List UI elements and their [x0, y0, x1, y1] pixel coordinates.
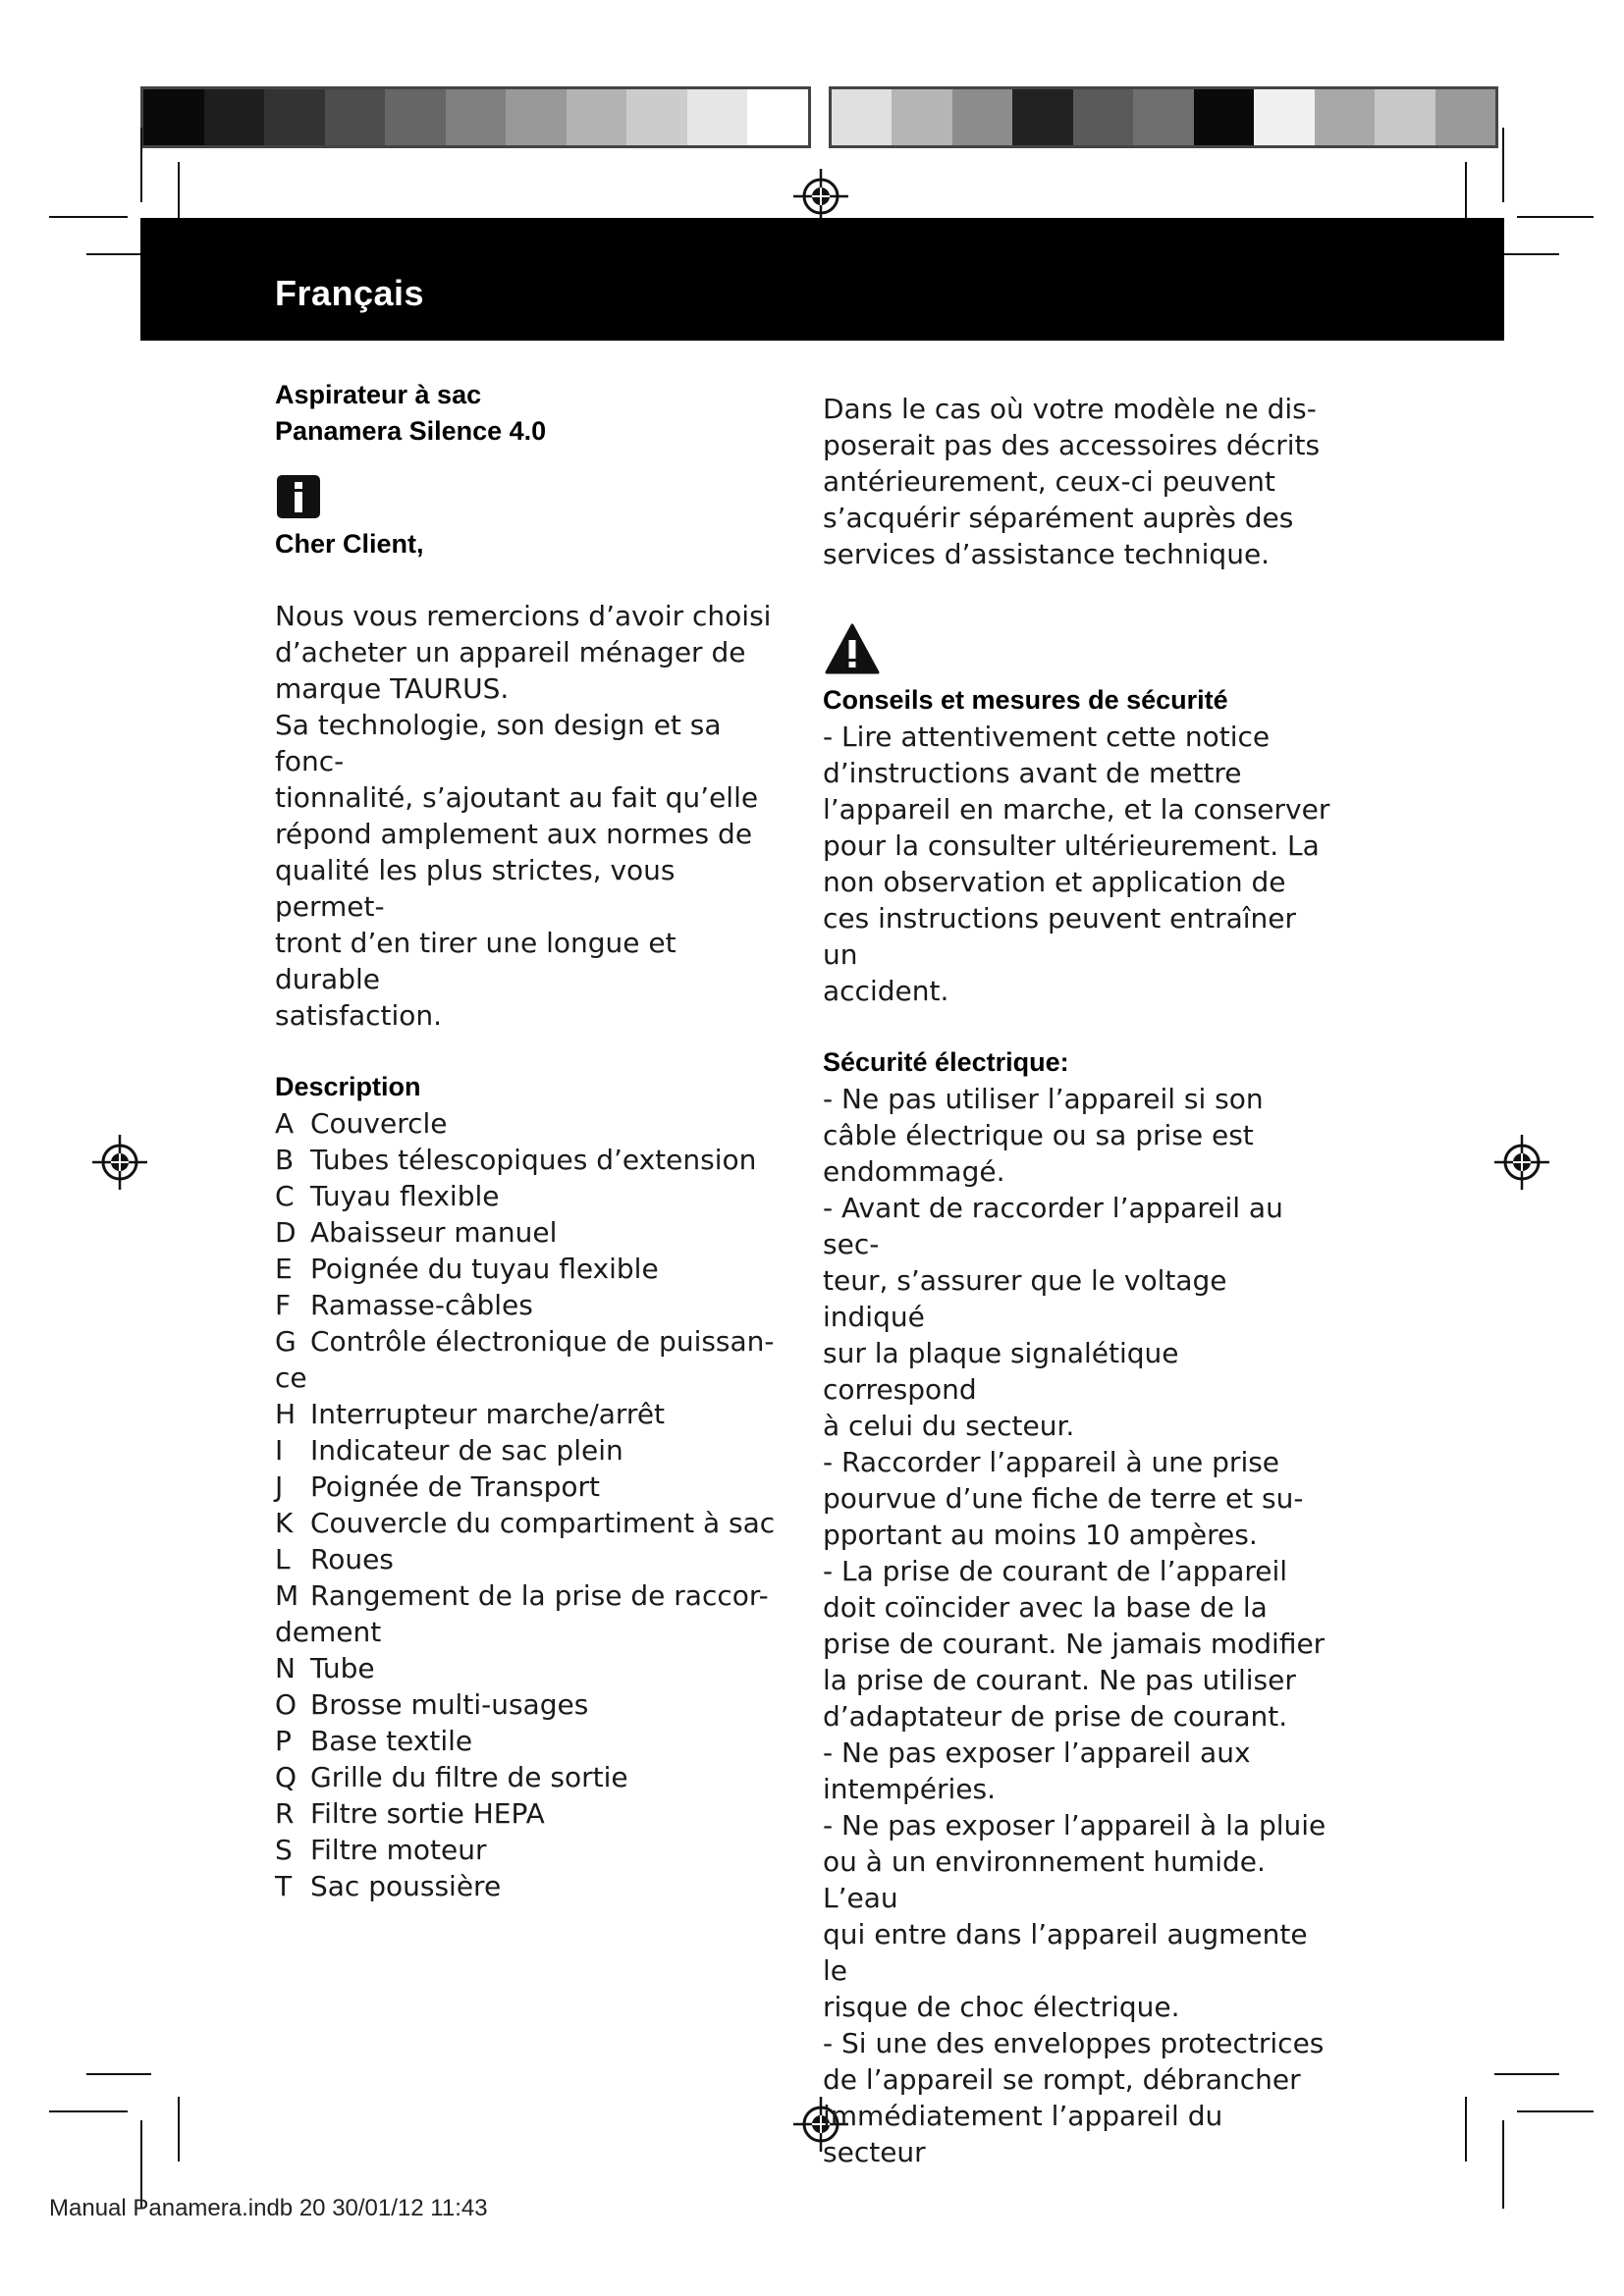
color-bar-right [829, 86, 1498, 148]
description-item-text: Filtre moteur [310, 1834, 487, 1866]
crop-mark [140, 128, 142, 202]
description-item-letter: R [275, 1797, 295, 1830]
description-item [275, 1105, 785, 1142]
description-item [275, 1614, 785, 1650]
description-item [275, 1541, 785, 1577]
color-swatch [204, 89, 265, 145]
electrical-safety-line: - Raccorder l’appareil à une prise [823, 1446, 1280, 1478]
description-item [275, 1396, 785, 1432]
description-item-letter: O [275, 1688, 298, 1721]
description-item-text: Base textile [310, 1725, 473, 1757]
description-item [275, 1323, 785, 1360]
color-swatch [1073, 89, 1133, 145]
accessories-note-line: antérieurement, ceux-ci peuvent [823, 465, 1275, 498]
description-item-text: Tube [310, 1652, 375, 1684]
crop-mark [1494, 2073, 1559, 2075]
accessories-note [823, 391, 1333, 572]
safety-text-line: d’instructions avant de mettre [823, 757, 1242, 789]
description-item [275, 1214, 785, 1251]
safety-text-line: ces instructions peuvent entraîner un [823, 902, 1297, 971]
description-item [275, 1178, 785, 1214]
color-swatch [892, 89, 951, 145]
description-item [275, 1868, 785, 1904]
electrical-safety-line: - Ne pas exposer l’appareil aux [823, 1736, 1251, 1769]
description-item-letter: S [275, 1834, 293, 1866]
registration-mark-icon [1494, 1135, 1549, 1190]
electrical-safety-line: - Ne pas utiliser l’appareil si son [823, 1083, 1264, 1115]
description-item-text: Contrôle électronique de puissan- [310, 1325, 775, 1358]
description-item-text: Tubes télescopiques d’extension [310, 1144, 757, 1176]
accessories-note-line: poserait pas des accessoires décrits [823, 429, 1321, 461]
right-column [823, 377, 1333, 2170]
safety-title: Conseils et mesures de sécurité [823, 685, 1228, 715]
description-item-letter: D [275, 1216, 297, 1249]
electrical-safety-line: de l’appareil se rompt, débrancher [823, 2063, 1301, 2096]
color-swatch [626, 89, 687, 145]
description-item-letter: L [275, 1543, 291, 1575]
description-item-letter: T [275, 1870, 293, 1902]
description-item [275, 1723, 785, 1759]
description-item [275, 1795, 785, 1832]
product-name-line2: Panamera Silence 4.0 [275, 416, 547, 446]
description-item-letter: H [275, 1398, 297, 1430]
electrical-safety-line: pportant au moins 10 ampères. [823, 1519, 1258, 1551]
safety-text-line: l’appareil en marche, et la conserver [823, 793, 1330, 826]
registration-mark-icon [793, 169, 848, 224]
color-swatch [1133, 89, 1193, 145]
crop-mark [49, 2110, 128, 2112]
description-item-text: Sac poussière [310, 1870, 502, 1902]
info-icon [275, 473, 322, 520]
left-column [275, 377, 785, 1904]
description-item-text: Roues [310, 1543, 394, 1575]
language-title: Français [275, 273, 425, 313]
description-item-text: dement [275, 1616, 382, 1648]
electrical-safety-line: d’adaptateur de prise de courant. [823, 1700, 1288, 1733]
electrical-safety-line: endommagé. [823, 1155, 1005, 1188]
safety-text-line: accident. [823, 975, 949, 1007]
electrical-safety-line: immédiatement l’appareil du secteur [823, 2100, 1223, 2168]
electrical-safety-line: - Si une des enveloppes protectrices [823, 2027, 1325, 2059]
description-item-letter: K [275, 1507, 294, 1539]
description-item-text: Indicateur de sac plein [310, 1434, 623, 1467]
safety-text-line: pour la consulter ultérieurement. La [823, 829, 1320, 862]
color-swatch [1375, 89, 1435, 145]
safety-text-line: non observation et application de [823, 866, 1286, 898]
description-item-letter: A [275, 1107, 295, 1140]
intro-text-line: qualité les plus strictes, vous permet- [275, 854, 676, 923]
electrical-safety-line: prise de courant. Ne jamais modifier [823, 1628, 1326, 1660]
color-swatch [385, 89, 446, 145]
color-swatch [325, 89, 386, 145]
electrical-safety-line: intempéries. [823, 1773, 997, 1805]
crop-mark [1502, 2120, 1504, 2209]
safety-text-line: - Lire attentivement cette notice [823, 721, 1271, 753]
description-item-text: Abaisseur manuel [310, 1216, 558, 1249]
color-swatch [1315, 89, 1375, 145]
electrical-safety-line: - Ne pas exposer l’appareil à la pluie [823, 1809, 1326, 1842]
crop-mark [178, 2097, 180, 2162]
intro-text-line: Sa technologie, son design et sa fonc- [275, 709, 722, 777]
description-item-letter: Q [275, 1761, 298, 1793]
description-item [275, 1650, 785, 1686]
description-item [275, 1505, 785, 1541]
safety-text [823, 719, 1333, 1009]
description-item-letter: J [275, 1470, 284, 1503]
registration-mark-icon [92, 1135, 147, 1190]
color-swatch [832, 89, 892, 145]
description-item [275, 1360, 785, 1396]
description-item-letter: P [275, 1725, 292, 1757]
electrical-safety-line: - La prise de courant de l’appareil [823, 1555, 1288, 1587]
color-swatch [143, 89, 204, 145]
color-swatch [264, 89, 325, 145]
intro-text-line: tionnalité, s’ajoutant au fait qu’elle [275, 781, 759, 814]
description-item-letter: C [275, 1180, 295, 1212]
description-title: Description [275, 1072, 421, 1101]
intro-text-line: satisfaction. [275, 999, 443, 1032]
intro-text-line: Nous vous remercions d’avoir choisi [275, 600, 772, 632]
description-list [275, 1105, 785, 1904]
accessories-note-line: Dans le cas où votre modèle ne dis- [823, 393, 1317, 425]
accessories-note-line: s’acquérir séparément auprès des [823, 502, 1294, 534]
accessories-note-line: services d’assistance technique. [823, 538, 1271, 570]
description-item-text: ce [275, 1362, 307, 1394]
color-swatch [747, 89, 808, 145]
description-item [275, 1759, 785, 1795]
description-item-text: Poignée du tuyau flexible [310, 1253, 659, 1285]
color-bar-left [140, 86, 811, 148]
description-item [275, 1287, 785, 1323]
description-item-letter: B [275, 1144, 295, 1176]
crop-mark [1465, 2097, 1467, 2162]
description-item-text: Ramasse-câbles [310, 1289, 533, 1321]
description-item [275, 1686, 785, 1723]
color-swatch [687, 89, 748, 145]
description-item [275, 1142, 785, 1178]
electrical-safety-line: qui entre dans l’appareil augmente le [823, 1918, 1308, 1987]
electrical-safety-line: pourvue d’une fiche de terre et su- [823, 1482, 1304, 1515]
warning-icon [825, 623, 880, 674]
description-item-text: Couvercle du compartiment à sac [310, 1507, 776, 1539]
crop-mark [86, 2073, 151, 2075]
description-item [275, 1468, 785, 1505]
intro-text-line: tront d’en tirer une longue et durable [275, 927, 677, 995]
electrical-safety-line: sur la plaque signalétique correspond [823, 1337, 1179, 1406]
description-item-letter: N [275, 1652, 296, 1684]
description-item-text: Poignée de Transport [310, 1470, 600, 1503]
color-swatch [446, 89, 507, 145]
electrical-safety-title: Sécurité électrique: [823, 1047, 1069, 1077]
description-item [275, 1432, 785, 1468]
electrical-safety-line: câble électrique ou sa prise est [823, 1119, 1254, 1151]
electrical-safety-line: à celui du secteur. [823, 1410, 1075, 1442]
electrical-safety-text [823, 1081, 1333, 2170]
intro-text-line: marque TAURUS. [275, 672, 510, 705]
electrical-safety-line: doit coïncider avec la base de la [823, 1591, 1268, 1624]
description-item-text: Filtre sortie HEPA [310, 1797, 545, 1830]
print-slug: Manual Panamera.indb 20 30/01/12 11:43 [49, 2195, 488, 2221]
electrical-safety-line: risque de choc électrique. [823, 1991, 1180, 2023]
color-swatch [1194, 89, 1254, 145]
description-item-text: Tuyau flexible [310, 1180, 500, 1212]
color-swatch [1254, 89, 1314, 145]
description-item-text: Grille du filtre de sortie [310, 1761, 628, 1793]
intro-text [275, 598, 785, 1034]
description-item-letter: M [275, 1579, 299, 1612]
description-item-text: Couvercle [310, 1107, 448, 1140]
description-item-text: Brosse multi-usages [310, 1688, 589, 1721]
color-swatch [1435, 89, 1495, 145]
electrical-safety-line: - Avant de raccorder l’appareil au sec- [823, 1192, 1283, 1260]
description-item-letter: E [275, 1253, 293, 1285]
color-swatch [1012, 89, 1072, 145]
crop-mark [1517, 216, 1594, 218]
electrical-safety-line: teur, s’assurer que le voltage indiqué [823, 1264, 1227, 1333]
color-swatch [506, 89, 567, 145]
crop-mark [49, 216, 128, 218]
description-item [275, 1251, 785, 1287]
intro-text-line: d’acheter un appareil ménager de [275, 636, 746, 668]
crop-mark [1502, 128, 1504, 202]
intro-text-line: répond amplement aux normes de [275, 818, 753, 850]
color-swatch [567, 89, 627, 145]
description-item-letter: I [275, 1434, 284, 1467]
color-swatch [952, 89, 1012, 145]
description-item-text: Interrupteur marche/arrêt [310, 1398, 666, 1430]
description-item [275, 1577, 785, 1614]
description-item-letter: F [275, 1289, 292, 1321]
description-item [275, 1832, 785, 1868]
product-name-line1: Aspirateur à sac [275, 380, 482, 409]
greeting: Cher Client, [275, 529, 424, 559]
electrical-safety-line: la prise de courant. Ne pas utiliser [823, 1664, 1296, 1696]
description-item-letter: G [275, 1325, 297, 1358]
description-item-text: Rangement de la prise de raccor- [310, 1579, 769, 1612]
crop-mark [1517, 2110, 1594, 2112]
electrical-safety-line: ou à un environnement humide. L’eau [823, 1845, 1266, 1914]
